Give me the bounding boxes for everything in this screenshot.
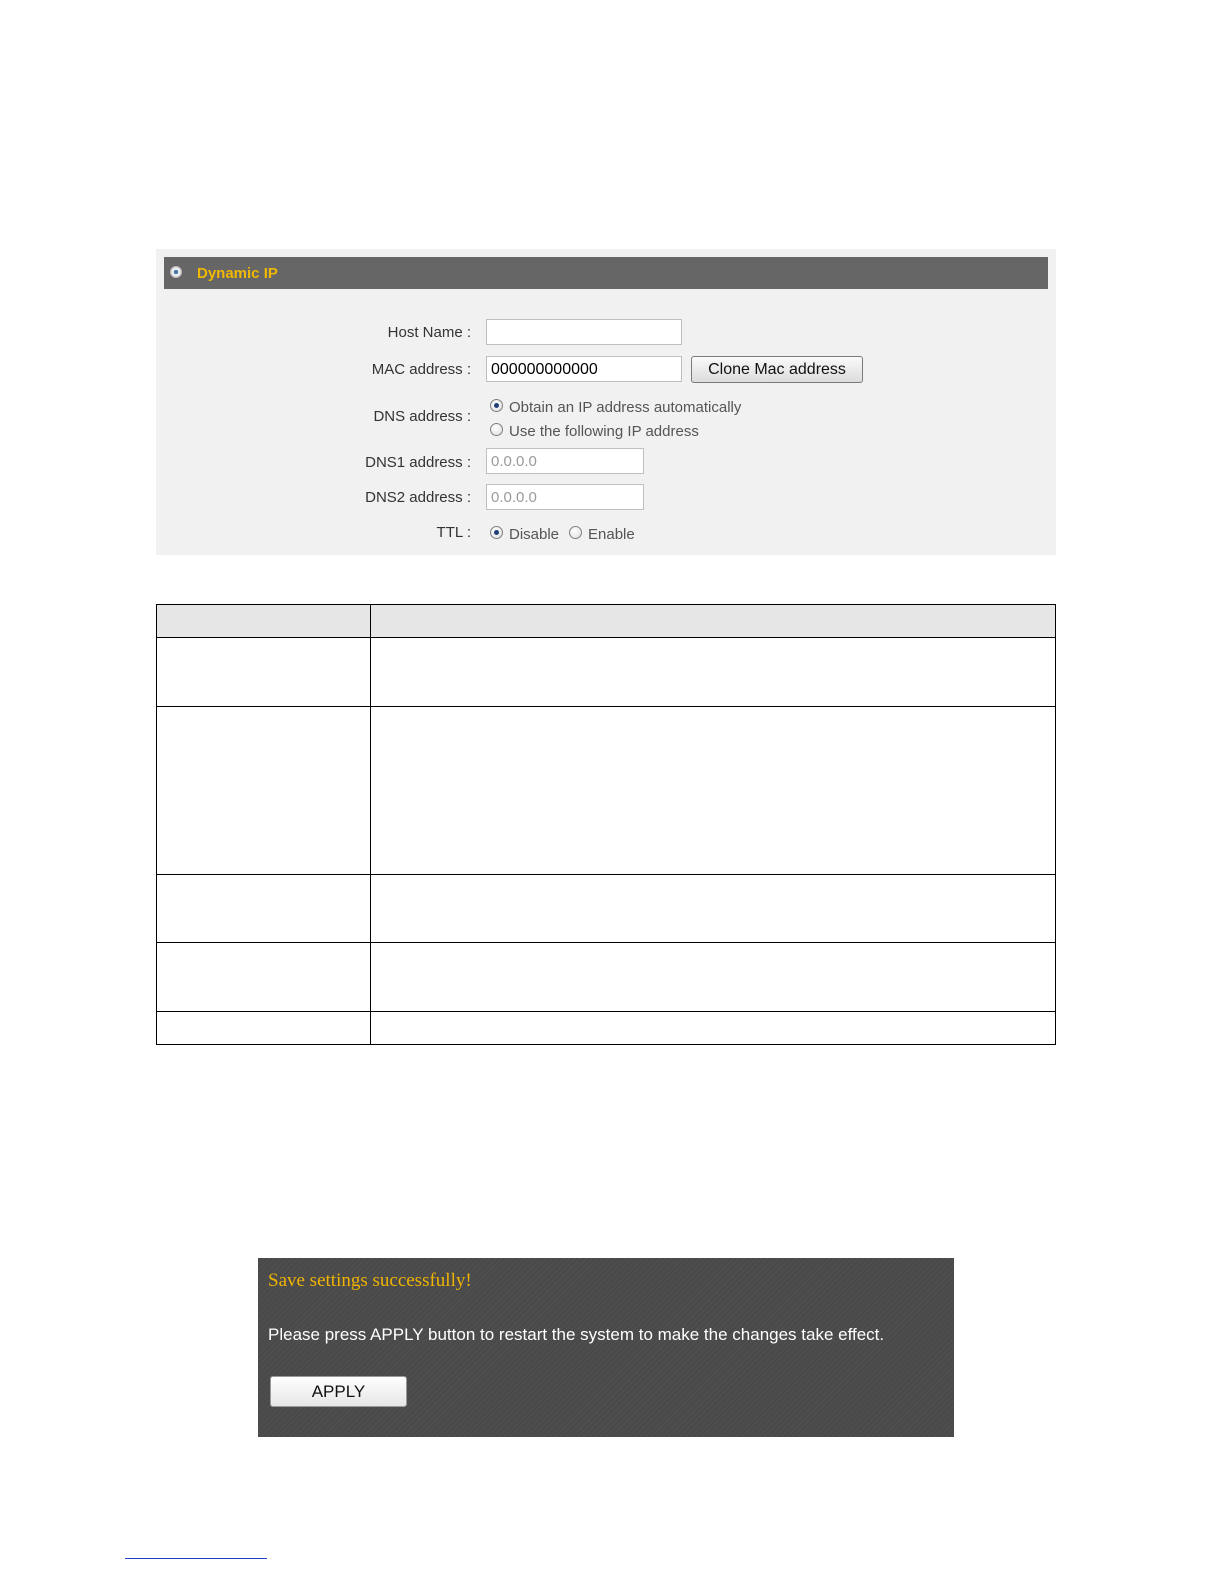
ttl-enable-radio[interactable] <box>569 526 582 539</box>
panel-header <box>164 257 1048 289</box>
footer-rule <box>125 1558 267 1559</box>
table-header-row <box>157 605 1056 638</box>
table-cell <box>157 638 371 707</box>
ttl-enable-label: Enable <box>588 526 635 543</box>
table-cell <box>371 1012 1056 1045</box>
dns-auto-label: Obtain an IP address automatically <box>509 399 742 416</box>
table-row <box>157 943 1056 1012</box>
ttl-label: TTL : <box>436 524 471 541</box>
table-cell <box>157 943 371 1012</box>
mac-address-label: MAC address : <box>371 361 471 378</box>
bullet-icon <box>170 266 182 278</box>
table-cell <box>157 1012 371 1045</box>
table-cell <box>157 707 371 875</box>
table-row <box>157 707 1056 875</box>
dns-manual-radio[interactable] <box>490 423 503 436</box>
dns-manual-label: Use the following IP address <box>509 423 699 440</box>
table-row <box>157 875 1056 943</box>
table-cell <box>371 875 1056 943</box>
panel-title: Dynamic IP <box>197 265 278 282</box>
description-table <box>156 604 1056 1045</box>
dynamic-ip-panel <box>156 249 1056 555</box>
dns-address-label: DNS address : <box>373 408 471 425</box>
table-row <box>157 1012 1056 1045</box>
apply-button[interactable]: APPLY <box>270 1376 407 1407</box>
dns2-label: DNS2 address : <box>365 489 471 506</box>
clone-mac-button[interactable]: Clone Mac address <box>691 356 863 383</box>
table-cell <box>371 638 1056 707</box>
table-cell <box>371 943 1056 1012</box>
table-header-cell <box>371 605 1056 638</box>
table-cell <box>157 875 371 943</box>
host-name-label: Host Name : <box>387 324 471 341</box>
dns1-label: DNS1 address : <box>365 454 471 471</box>
host-name-input[interactable] <box>486 319 682 345</box>
table-header-cell <box>157 605 371 638</box>
dns1-input[interactable]: 0.0.0.0 <box>486 448 644 474</box>
mac-address-input[interactable]: 000000000000 <box>486 356 682 382</box>
ttl-disable-label: Disable <box>509 526 560 543</box>
table-cell <box>371 707 1056 875</box>
table-row <box>157 638 1056 707</box>
save-settings-dialog <box>258 1258 954 1437</box>
save-dialog-message: Please press APPLY button to restart the system to make the changes take effect. <box>268 1325 885 1344</box>
ttl-disable-radio[interactable] <box>490 526 503 539</box>
save-dialog-title: Save settings successfully! <box>268 1270 472 1291</box>
dns2-input[interactable]: 0.0.0.0 <box>486 484 644 510</box>
dns-auto-radio[interactable] <box>490 399 503 412</box>
